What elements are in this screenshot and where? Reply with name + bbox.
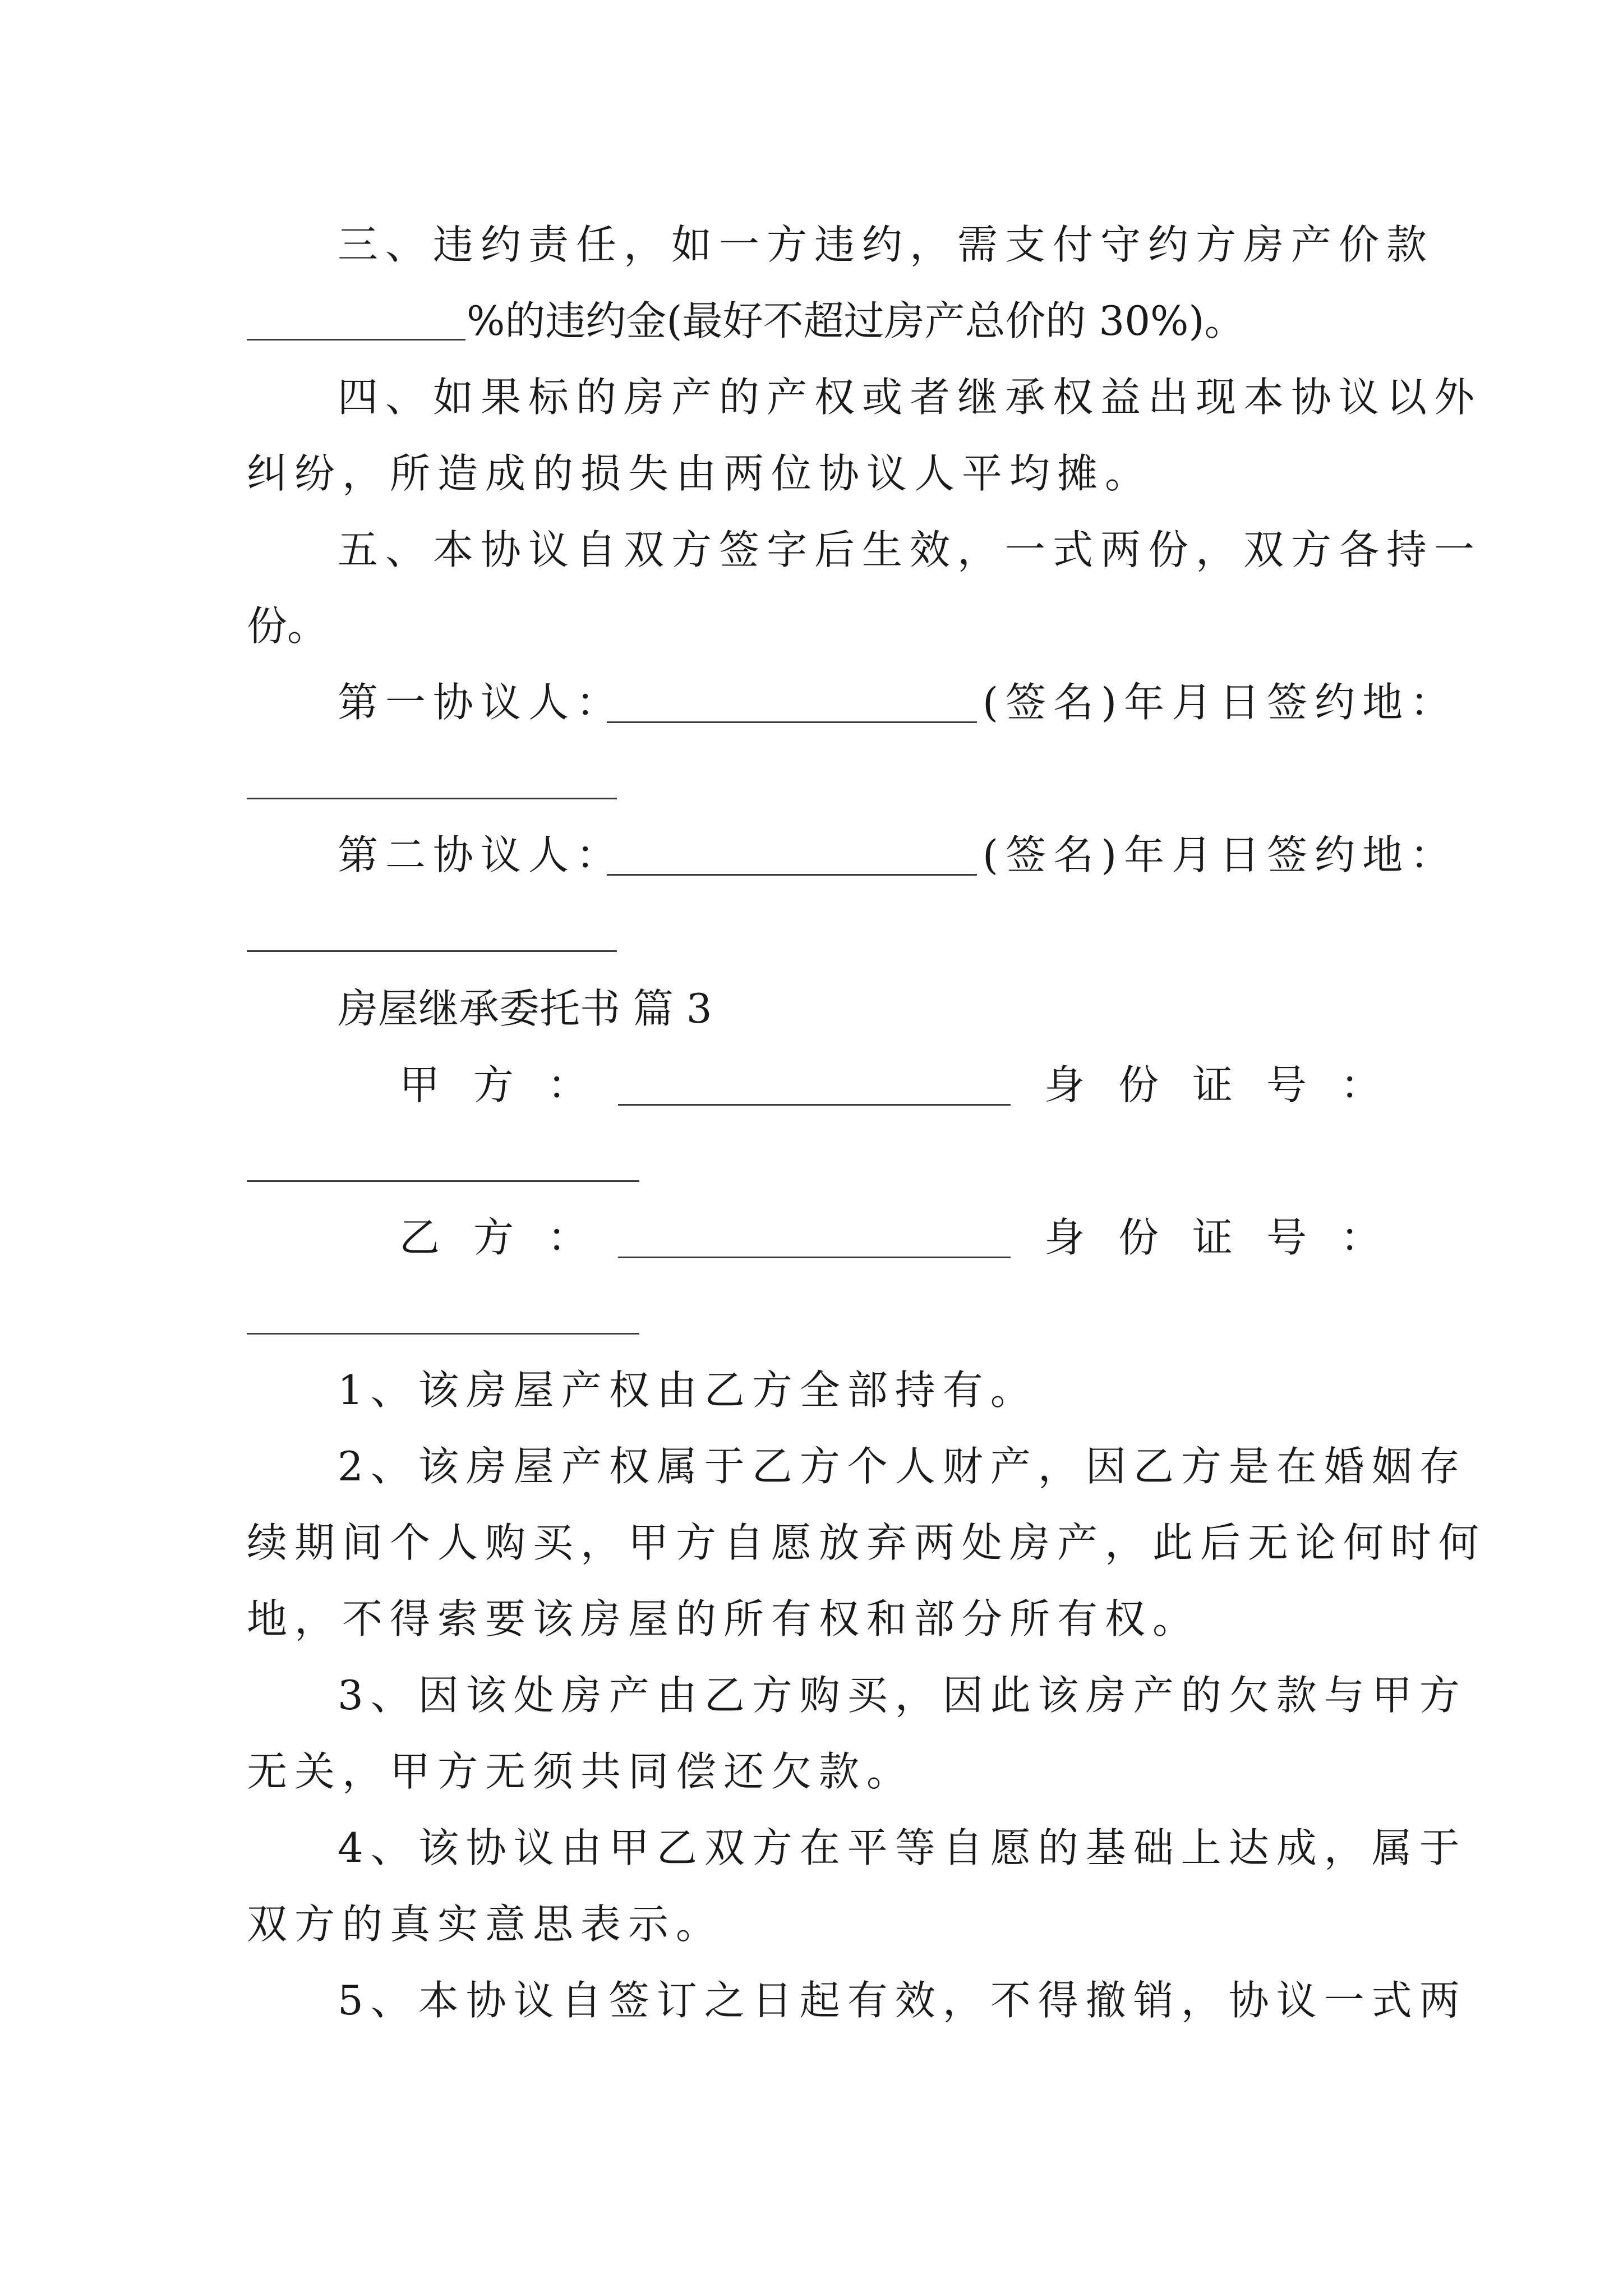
clause4-line1: 四、如果标的房产的产权或者继承权益出现本协议以外 xyxy=(338,374,1482,421)
item1-line1: 1、该房屋产权由乙方全部持有。 xyxy=(338,1366,1038,1414)
first-signer-suffix: (签名)年月日签约地： xyxy=(983,679,1458,726)
item2-line1: 2、该房屋产权属于乙方个人财产，因乙方是在婚姻存 xyxy=(338,1443,1467,1490)
clause5-line1: 五、本协议自双方签字后生效，一式两份，双方各持一 xyxy=(338,526,1482,573)
party-b-name-blank[interactable] xyxy=(618,1257,1011,1258)
second-signer-location-blank[interactable] xyxy=(247,950,617,952)
first-signer-location-blank[interactable] xyxy=(247,798,617,799)
item3-line1: 3、因该处房产由乙方购买，因此该房产的欠款与甲方 xyxy=(338,1672,1467,1719)
item5-line1: 5、本协议自签订之日起有效，不得撤销，协议一式两 xyxy=(338,1977,1467,2024)
first-signer-signature-blank[interactable] xyxy=(607,721,977,723)
second-signer-label: 第二协议人： xyxy=(338,831,624,878)
party-b-id-blank[interactable] xyxy=(247,1333,639,1335)
party-b-label: 乙方： xyxy=(399,1214,622,1261)
second-signer-suffix: (签名)年月日签约地： xyxy=(983,831,1458,878)
party-a-id-blank[interactable] xyxy=(247,1180,639,1182)
item3-line2: 无关，甲方无须共同偿还欠款。 xyxy=(247,1748,915,1795)
clause5-line2: 份。 xyxy=(247,602,328,650)
item4-line2: 双方的真实意思表示。 xyxy=(247,1901,724,1948)
party-a-label: 甲方： xyxy=(399,1061,622,1108)
clause3-line2: %的违约金(最好不超过房产总价的 30%)。 xyxy=(467,297,1245,344)
item2-line2: 续期间个人购买，甲方自愿放弃两处房产，此后无论何时何 xyxy=(247,1519,1487,1566)
party-a-id-label: 身份证号： xyxy=(1044,1061,1415,1108)
party-a-name-blank[interactable] xyxy=(618,1104,1011,1106)
clause4-line2: 纠纷，所造成的损失由两位协议人平均摊。 xyxy=(247,450,1153,497)
clause3-line1: 三、违约责任，如一方违约，需支付守约方房产价款 xyxy=(338,221,1435,268)
item2-line3: 地，不得索要该房屋的所有权和部分所有权。 xyxy=(247,1595,1201,1642)
second-signer-signature-blank[interactable] xyxy=(607,874,977,876)
party-b-id-label: 身份证号： xyxy=(1044,1214,1415,1261)
section-title: 房屋继承委托书 篇 3 xyxy=(338,985,712,1032)
first-signer-label: 第一协议人： xyxy=(338,679,624,726)
penalty-percent-blank[interactable] xyxy=(247,339,465,341)
item4-line1: 4、该协议由甲乙双方在平等自愿的基础上达成，属于 xyxy=(338,1824,1467,1871)
